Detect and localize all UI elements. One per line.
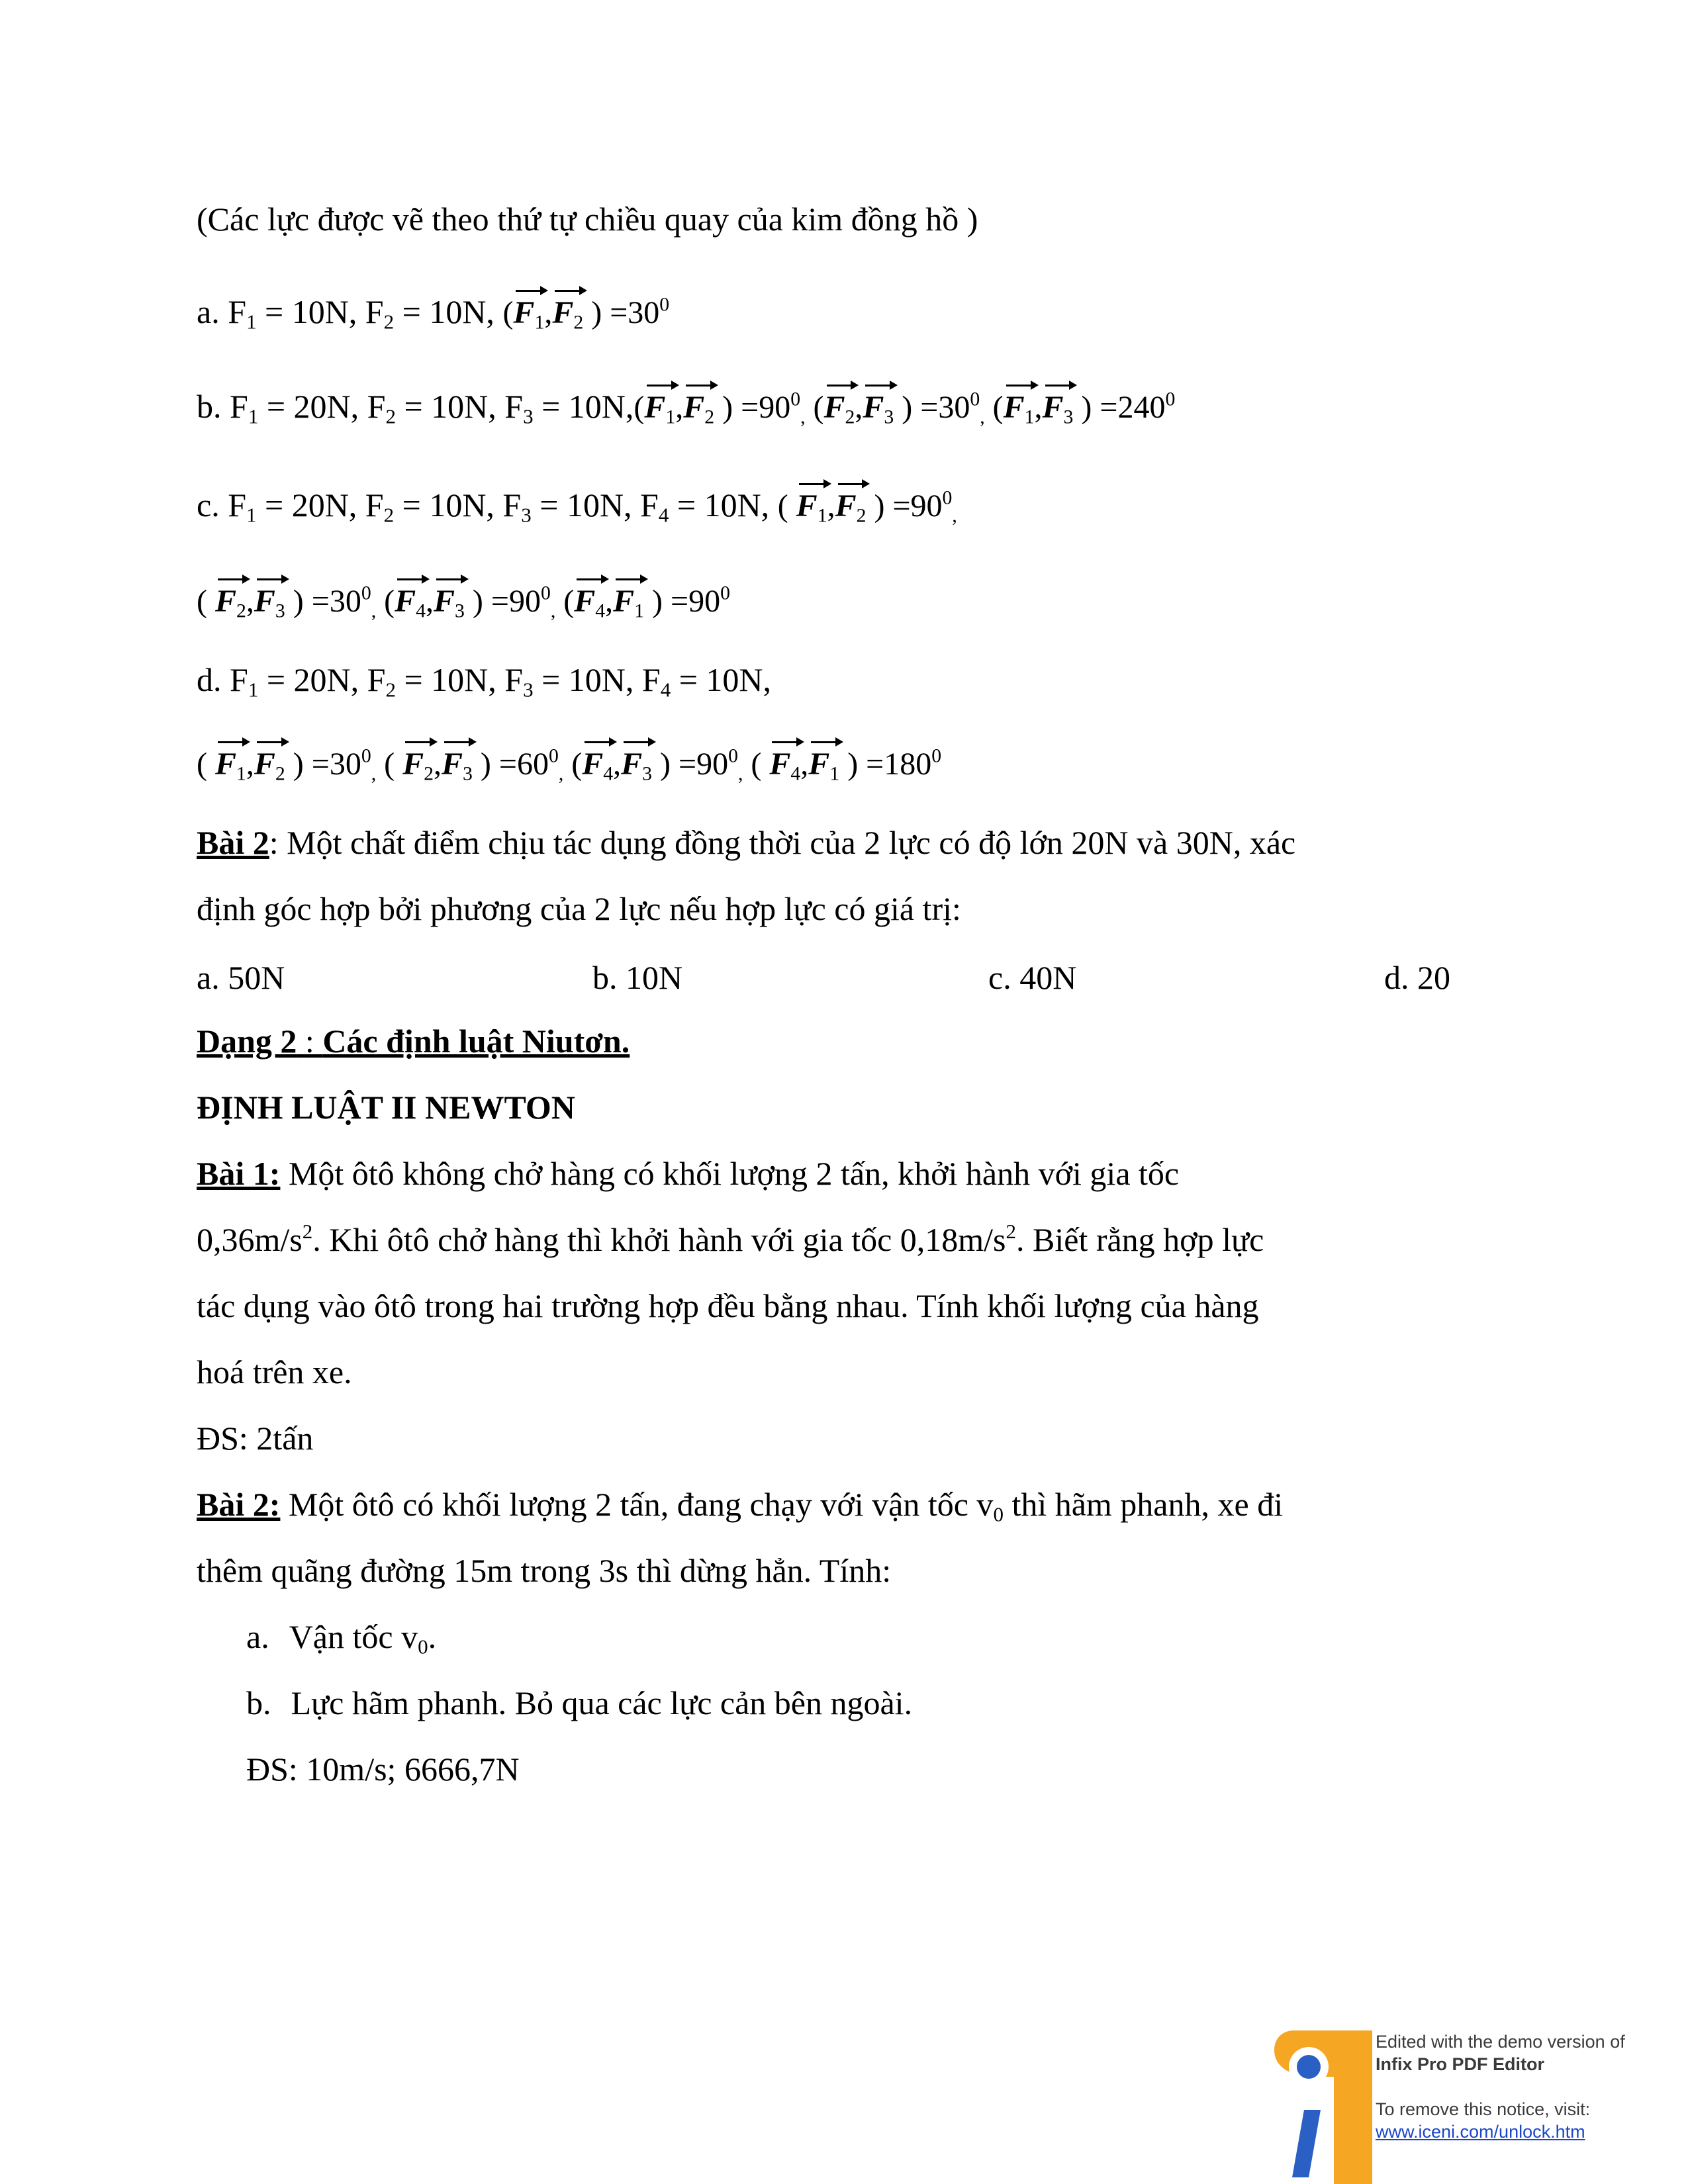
vector-f3: $F_3$ bbox=[254, 584, 285, 622]
vector-f3: $F_3$ bbox=[1042, 390, 1074, 428]
vector-f2: $F_2$ bbox=[552, 295, 584, 334]
bai2-line2: định góc hợp bởi phương của 2 lực nếu hợp lực có giá trị: bbox=[197, 890, 961, 927]
section-heading: Dạng 2 : Các định luật Niutơn. bbox=[197, 1023, 630, 1060]
bai2-option-a: a. 50N bbox=[197, 959, 285, 996]
vector-f1: $F_1$ bbox=[613, 584, 645, 622]
vector-f1: $F_1$ bbox=[513, 295, 545, 334]
angle-f1-f2: ($F_1,F_2$ ) $=30^0$ bbox=[502, 293, 670, 334]
vector-f1: $F_1$ bbox=[214, 747, 246, 785]
law-title: ĐỊNH LUẬT II NEWTON bbox=[197, 1089, 575, 1126]
vector-f2: $F_2$ bbox=[683, 390, 715, 428]
law-bai1-line2: $0,36m/s^2$. Khi ôtô chở hàng thì khởi hành với gia tốc $0,18m/s^2$. Biết rằng hợp lực bbox=[197, 1219, 1264, 1258]
bai2-option-b: b. 10N bbox=[592, 959, 683, 996]
watermark-text: Edited with the demo version of Infix Pro PDF Editor To remove this notice, visit: www.iceni.com/unlock.htm bbox=[1376, 2032, 1625, 2142]
law-bai2-answer: ĐS: 10m/s; 6666,7N bbox=[246, 1751, 520, 1788]
vector-f1: $F_1$ bbox=[808, 747, 840, 785]
vector-f4: $F_4$ bbox=[582, 747, 614, 785]
law-bai1-line1: Bài 1: Một ôtô không chở hàng có khối lượng 2 tấn, khởi hành với gia tốc bbox=[197, 1155, 1180, 1192]
bai2-option-d: d. 20 bbox=[1384, 959, 1450, 996]
vector-f2: $F_2$ bbox=[823, 390, 855, 428]
vector-f3: $F_3$ bbox=[863, 390, 894, 428]
exercise-d-line2: ( $F_1,F_2$ ) $=30^0_,$ ( $F_2,F_3$ ) $=60^0_,$ ($F_4,F_3$ ) $=90^0_,$ ( $F_4,F_1$ ) $=180^0$ bbox=[197, 745, 942, 785]
law-bai2-question-a: a. Vận tốc $v_0$. bbox=[246, 1618, 437, 1659]
exercise-c-line1: c. $F_1 = 20N$, $F_2 = 10N$, $F_3 = 10N$, $F_4 = 10N$, ( $F_1,F_2$ ) $=90^0_,$ bbox=[197, 486, 957, 527]
law-bai2-line2: thêm quãng đường 15m trong 3s thì dừng hẳn. Tính: bbox=[197, 1552, 892, 1589]
vector-f3: $F_3$ bbox=[621, 747, 653, 785]
bai2-title: Bài 2 bbox=[197, 824, 269, 861]
exercise-d-line1: d. $F_1 = 20N$, $F_2 = 10N$, $F_3 = 10N$, $F_4 = 10N$, bbox=[197, 661, 771, 702]
exercise-b: b. $F_1 = 20N$, $F_2 = 10N$, $F_3 = 10N,(F_1,F_2$ ) $=90^0_,$ ($F_2,F_3$ ) $=30^0_,$ ($F_1,F_3$ ) $=240^0$ bbox=[197, 388, 1176, 428]
law-bai2-question-b: b. Lực hãm phanh. Bỏ qua các lực cản bên ngoài. bbox=[246, 1684, 913, 1721]
law-bai1-line3: tác dụng vào ôtô trong hai trường hợp đều bằng nhau. Tính khối lượng của hàng bbox=[197, 1287, 1259, 1324]
law-bai2-line1: Bài 2: Một ôtô có khối lượng 2 tấn, đang chạy với vận tốc $v_0$ thì hãm phanh, xe đi bbox=[197, 1486, 1284, 1526]
law-bai1-title: Bài 1: bbox=[197, 1155, 281, 1192]
exercise-a: a. $F_1 = 10N$, $F_2 = 10N$, ($F_1,F_2$ ) $=30^0$ bbox=[197, 293, 670, 334]
vector-f3: $F_3$ bbox=[442, 747, 473, 785]
vector-f3: $F_3$ bbox=[434, 584, 465, 622]
vector-f2: $F_2$ bbox=[402, 747, 434, 785]
vector-f1: $F_1$ bbox=[644, 390, 676, 428]
vector-f4: $F_4$ bbox=[574, 584, 606, 622]
law-bai1-line4: hoá trên xe. bbox=[197, 1353, 352, 1390]
vector-f4: $F_4$ bbox=[395, 584, 426, 622]
bai2-option-c: c. 40N bbox=[988, 959, 1077, 996]
vector-f2: $F_2$ bbox=[254, 747, 285, 785]
intro-text: (Các lực được vẽ theo thứ tự chiều quay của kim đồng hồ ) bbox=[197, 201, 978, 238]
law-bai1-answer: ĐS: 2tấn bbox=[197, 1420, 314, 1457]
unlock-link[interactable]: www.iceni.com/unlock.htm bbox=[1376, 2122, 1585, 2142]
vector-f2: $F_2$ bbox=[214, 584, 246, 622]
vector-f1: $F_1$ bbox=[1003, 390, 1035, 428]
law-bai2-title: Bài 2: bbox=[197, 1486, 281, 1523]
bai2-line1: Bài 2: Một chất điểm chịu tác dụng đồng thời của 2 lực có độ lớn 20N và 30N, xác bbox=[197, 824, 1296, 861]
vector-f4: $F_4$ bbox=[769, 747, 801, 785]
infix-watermark bbox=[1268, 2030, 1688, 2184]
vector-f2: $F_2$ bbox=[835, 488, 867, 527]
infix-logo-icon bbox=[1268, 2030, 1380, 2184]
vector-f1: $F_1$ bbox=[796, 488, 827, 527]
exercise-c-line2: ( $F_2,F_3$ ) $=30^0_,$ ($F_4,F_3$ ) $=90^0_,$ ($F_4,F_1$ ) $=90^0$ bbox=[197, 582, 730, 622]
